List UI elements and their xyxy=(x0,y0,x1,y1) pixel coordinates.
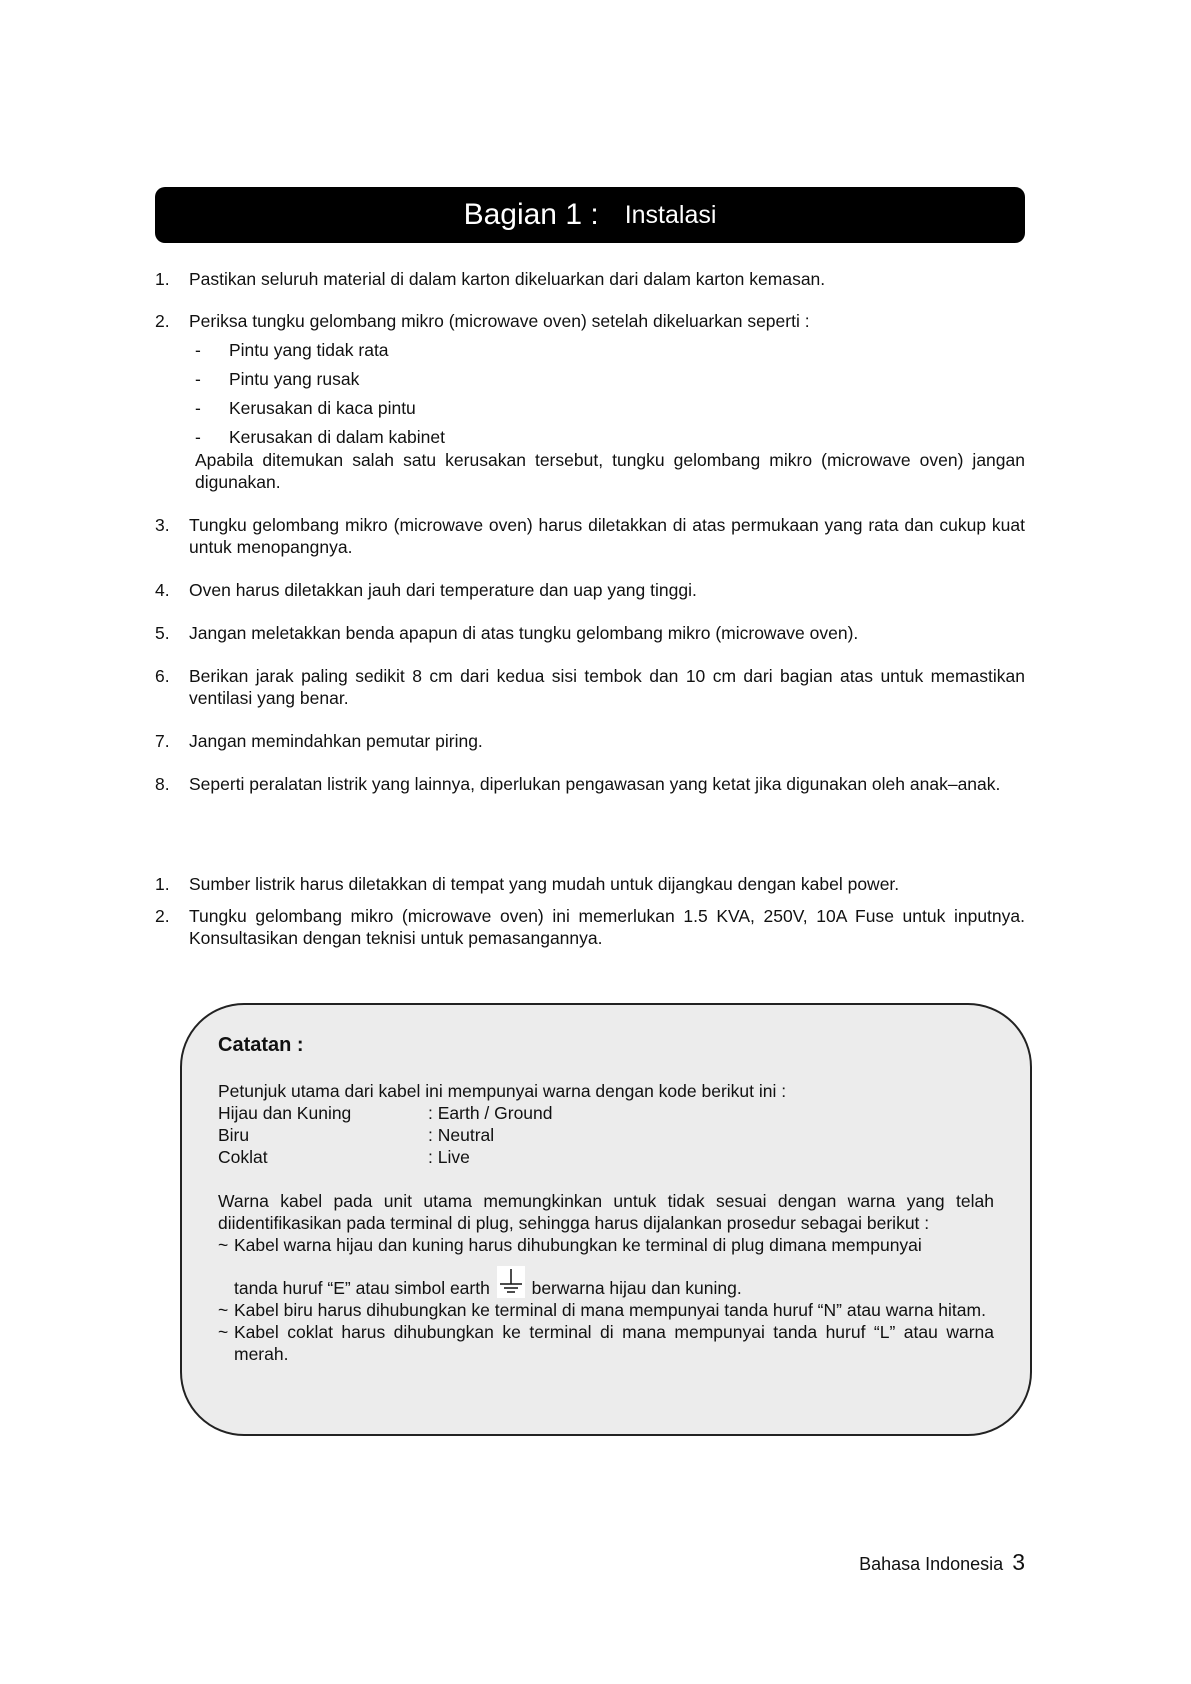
damage-check-list xyxy=(189,339,1025,448)
color-name: Hijau dan Kuning xyxy=(218,1103,352,1123)
tilde-bullet: ~ xyxy=(218,1235,229,1255)
power-list xyxy=(155,873,1025,949)
note-intro: Petunjuk utama dari kabel ini mempunyai warna dengan kode berikut ini : xyxy=(218,1081,787,1101)
item-number: 1. xyxy=(155,269,170,289)
page-number: 3 xyxy=(1012,1549,1025,1575)
list-item xyxy=(155,665,1025,709)
dash-bullet: - xyxy=(195,398,201,418)
item-number: 8. xyxy=(155,774,170,794)
footer-language: Bahasa Indonesia xyxy=(859,1554,1004,1574)
list-item xyxy=(155,268,1025,290)
section-header xyxy=(155,187,1025,243)
item-text: Tungku gelombang mikro (microwave oven) ini memerlukan 1.5 KVA, 250V, 10A Fuse untuk inputnya. Konsultasikan dengan teknisi untuk pemasangannya. xyxy=(189,906,1025,948)
check-text: Pintu yang tidak rata xyxy=(229,340,389,360)
color-name: Coklat xyxy=(218,1147,268,1167)
check-text: Pintu yang rusak xyxy=(229,369,360,389)
list-item xyxy=(189,397,1025,419)
list-item xyxy=(155,730,1025,752)
live-wire-step xyxy=(218,1321,994,1365)
dash-bullet: - xyxy=(195,427,201,447)
neutral-wire-step xyxy=(218,1299,994,1321)
color-code-row xyxy=(218,1146,994,1168)
list-item xyxy=(155,773,1025,795)
dash-bullet: - xyxy=(195,369,201,389)
step-text: Kabel warna hijau dan kuning harus dihubungkan ke terminal di plug dimana mempunyai xyxy=(234,1235,922,1255)
installation-list xyxy=(155,268,1025,795)
list-item xyxy=(155,514,1025,558)
step-text-continued xyxy=(234,1266,994,1299)
item-text: Tungku gelombang mikro (microwave oven) harus diletakkan di atas permukaan yang rata dan cukup kuat untuk menopangnya. xyxy=(189,515,1025,557)
damage-warning: Apabila ditemukan salah satu kerusakan tersebut, tungku gelombang mikro (microwave oven) jangan digunakan. xyxy=(195,450,1025,492)
list-item xyxy=(155,873,1025,895)
list-item xyxy=(155,310,1025,493)
section-subtitle: Instalasi xyxy=(624,201,717,229)
item-text: Pastikan seluruh material di dalam karton dikeluarkan dari dalam karton kemasan. xyxy=(189,269,826,289)
item-text: Periksa tungku gelombang mikro (microwave oven) setelah dikeluarkan seperti : xyxy=(189,311,810,331)
list-item xyxy=(155,622,1025,644)
note-title: Catatan : xyxy=(218,1034,304,1056)
tilde-bullet: ~ xyxy=(218,1322,229,1342)
list-item xyxy=(155,579,1025,601)
dash-bullet: - xyxy=(195,340,201,360)
check-text: Kerusakan di kaca pintu xyxy=(229,398,416,418)
section-title: Bagian 1 : xyxy=(463,198,599,231)
step-text: Kabel coklat harus dihubungkan ke terminal di mana mempunyai tanda huruf “L” atau warna merah. xyxy=(234,1322,994,1364)
item-number: 6. xyxy=(155,666,170,686)
page-footer xyxy=(859,1548,1025,1578)
color-code-row xyxy=(218,1102,994,1124)
color-meaning: : Live xyxy=(428,1147,470,1167)
item-text: Berikan jarak paling sedikit 8 cm dari kedua sisi tembok dan 10 cm dari bagian atas untuk memastikan ventilasi yang benar. xyxy=(189,666,1025,708)
tilde-bullet: ~ xyxy=(218,1300,229,1320)
list-item xyxy=(189,426,1025,448)
color-code-row xyxy=(218,1124,994,1146)
color-name: Biru xyxy=(218,1125,250,1145)
item-text: Seperti peralatan listrik yang lainnya, diperlukan pengawasan yang ketat jika digunakan oleh anak–anak. xyxy=(189,774,1001,794)
list-item xyxy=(189,339,1025,361)
step-text: berwarna hijau dan kuning. xyxy=(531,1278,742,1298)
list-item xyxy=(189,368,1025,390)
item-number: 2. xyxy=(155,906,170,926)
list-item xyxy=(155,905,1025,949)
item-text: Jangan memindahkan pemutar piring. xyxy=(189,731,483,751)
step-text: tanda huruf “E” atau simbol earth xyxy=(234,1278,490,1298)
item-text: Jangan meletakkan benda apapun di atas tungku gelombang mikro (microwave oven). xyxy=(189,623,859,643)
item-number: 5. xyxy=(155,623,170,643)
earth-ground-icon xyxy=(497,1266,525,1298)
item-number: 1. xyxy=(155,874,170,894)
note-box xyxy=(180,1003,1032,1436)
item-number: 7. xyxy=(155,731,170,751)
check-text: Kerusakan di dalam kabinet xyxy=(229,427,445,447)
item-number: 3. xyxy=(155,515,170,535)
item-text: Oven harus diletakkan jauh dari temperature dan uap yang tinggi. xyxy=(189,580,697,600)
item-number: 2. xyxy=(155,311,170,331)
step-text: Kabel biru harus dihubungkan ke terminal di mana mempunyai tanda huruf “N” atau warna hitam. xyxy=(234,1300,986,1320)
item-number: 4. xyxy=(155,580,170,600)
color-meaning: : Earth / Ground xyxy=(428,1103,553,1123)
note-paragraph: Warna kabel pada unit utama memungkinkan untuk tidak sesuai dengan warna yang telah diidentifikasikan pada terminal di plug, sehingga harus dijalankan prosedur sebagai berikut : xyxy=(218,1191,994,1233)
earth-wire-step xyxy=(218,1234,994,1299)
color-meaning: : Neutral xyxy=(428,1125,495,1145)
item-text: Sumber listrik harus diletakkan di tempat yang mudah untuk dijangkau dengan kabel power. xyxy=(189,874,900,894)
